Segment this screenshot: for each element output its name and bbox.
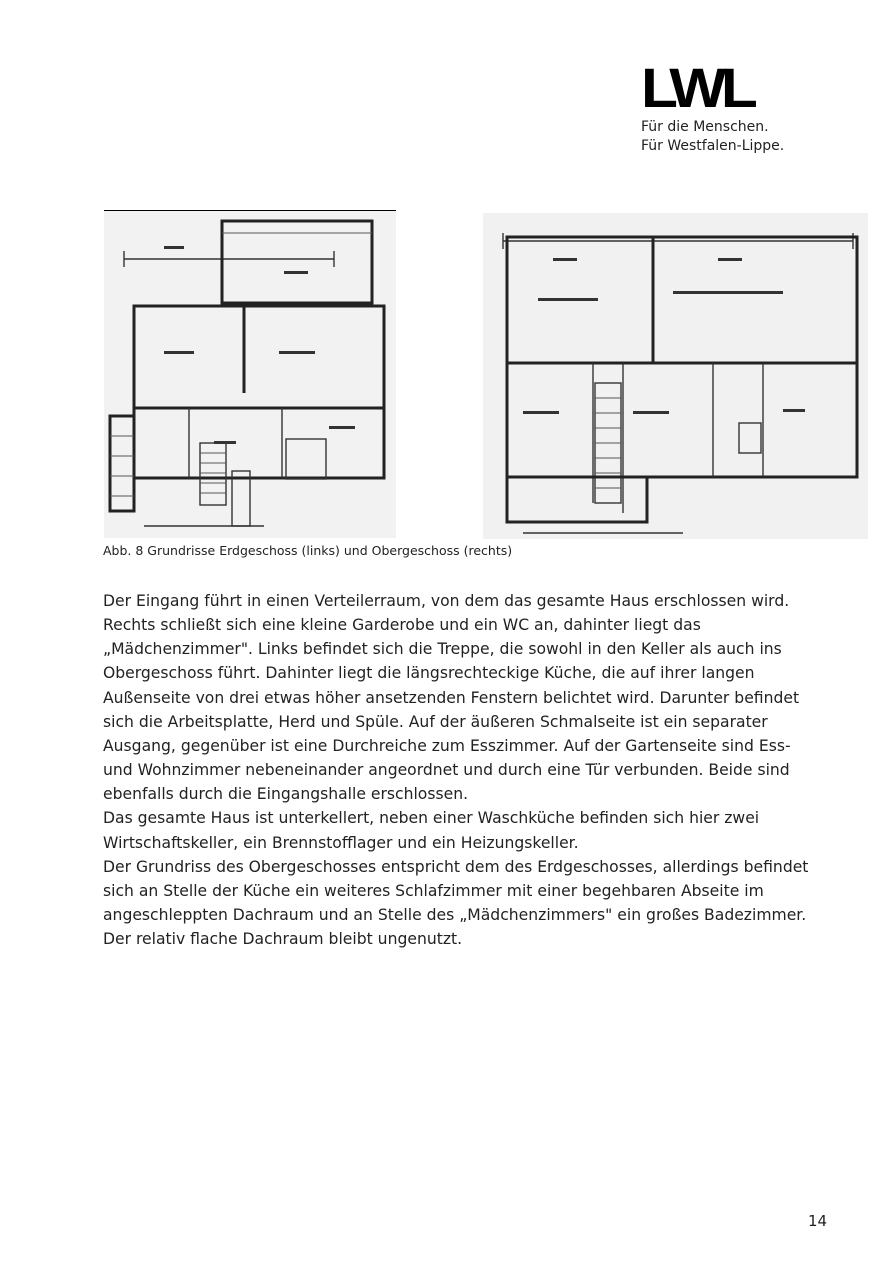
figure-caption: Abb. 8 Grundrisse Erdgeschoss (links) und Obergeschoss (rechts) (103, 543, 513, 558)
page-number: 14 (808, 1212, 828, 1230)
paragraph-upper-floor: Der Grundriss des Obergeschosses entspricht dem des Erdgeschosses, allerdings befindet sich an Stelle der Küche ein weiteres Schlafzimmer mit einer begehbaren Abseite im angeschleppten Dachraum und an Stelle des „Mädchenzimmers" ein großes Badezimmer. Der relativ flache Dachraum bleibt ungenutzt. (103, 857, 809, 949)
lwl-logo-mark: LWL (641, 56, 753, 119)
floor-plan-ground-floor-image (104, 211, 396, 538)
logo-tagline-line1: Für die Menschen. (641, 119, 769, 135)
paragraph-basement: Das gesamte Haus ist unterkellert, neben einer Waschküche befinden sich hier zwei Wirtschaftskeller, ein Brennstofflager und ein Heizungskeller. (103, 809, 760, 852)
upper-floor-plan-drawing (483, 213, 868, 539)
ground-floor-plan-drawing (104, 211, 396, 538)
paragraph-entrance: Der Eingang führt in einen Verteilerraum, von dem das gesamte Haus erschlossen wird. Rechts schließt sich eine kleine Garderobe und ein WC an, dahinter liegt das „Mädchenzimmer". Links befindet sich die Treppe, die sowohl in den Keller als auch ins Obergeschoss führt. Dahinter liegt die längsrechteckige Küche, die auf ihrer langen Außenseite von drei etwas höher ansetzenden Fenstern belichtet wird. Darunter befindet sich die Arbeitsplatte, Herd und Spüle. Auf der äußeren Schmalseite ist ein separater Ausgang, gegenüber ist eine Durchreiche zum Esszimmer. Auf der Gartenseite sind Ess- und Wohnzimmer nebeneinander angeordnet und durch eine Tür verbunden. Beide sind ebenfalls durch die Eingangshalle erschlossen. (103, 592, 800, 804)
lwl-logo (641, 56, 801, 156)
body-text (103, 589, 833, 951)
floor-plan-upper-floor-image (483, 213, 868, 539)
logo-tagline-line2: Für Westfalen-Lippe. (641, 138, 785, 154)
